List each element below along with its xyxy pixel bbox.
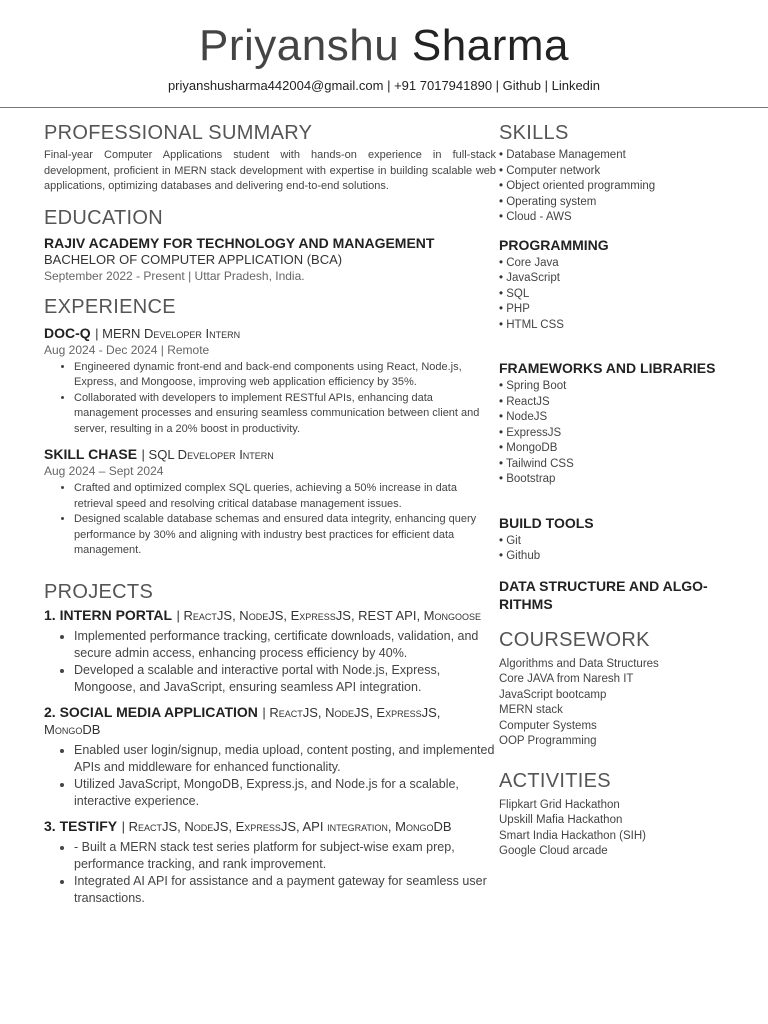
first-name: Priyanshu	[199, 21, 400, 70]
project-entry	[44, 607, 496, 696]
list-item: • JavaScript	[499, 271, 727, 287]
list-item: • SQL	[499, 287, 727, 303]
job-role: | MERN Developer Intern	[95, 325, 241, 341]
build-tools-list	[499, 534, 727, 565]
list-item: MERN stack	[499, 704, 563, 716]
list-item: • NodeJS	[499, 410, 727, 426]
list-item: • Utilized JavaScript, MongoDB, Express.js, and Node.js for a scalable, interactive experience.	[74, 776, 496, 810]
subsection-heading: FRAMEWORKS AND LIBRARIES	[499, 360, 716, 376]
section-heading: ACTIVITIES	[499, 769, 611, 792]
project-header	[44, 818, 496, 835]
project-header	[44, 704, 496, 738]
section-heading: COURSEWORK	[499, 628, 650, 651]
project-bullets	[44, 742, 496, 810]
company-name: SKILL CHASE	[44, 446, 138, 462]
separator: |	[383, 78, 395, 93]
header-divider	[0, 107, 768, 108]
build-tools-section	[499, 514, 727, 565]
list-item: • PHP	[499, 302, 727, 318]
job-header	[44, 445, 496, 464]
job-bullets	[44, 481, 496, 559]
job-date: Aug 2024 – Sept 2024	[44, 464, 164, 478]
project-title: 2. SOCIAL MEDIA APPLICATION	[44, 703, 258, 720]
list-item: • Developed a scalable and interactive portal with Node.js, Express, Mongoose, and JavaScript, ensuring seamless API integration.	[74, 662, 496, 696]
github-link[interactable]: Github	[502, 78, 541, 93]
frameworks-section	[499, 359, 727, 488]
job-date: Aug 2024 - Dec 2024 | Remote	[44, 342, 210, 357]
institution-name: RAJIV ACADEMY FOR TECHNOLOGY AND MANAGEMENT	[44, 234, 435, 251]
project-tech: | ReactJS, NodeJS, ExpressJS, API integration, MongoDB	[121, 818, 452, 834]
list-item: • ReactJS	[499, 395, 727, 411]
list-item: • Designed scalable database schemas and ensured data integrity, enhancing query performance by 30% and aligning with industry best practices for efficient data management.	[74, 512, 496, 559]
company-name: DOC-Q	[44, 324, 91, 341]
list-item: • Git	[499, 534, 727, 550]
list-item: • Database Management	[499, 148, 727, 164]
list-item: • Github	[499, 549, 727, 565]
programming-list	[499, 256, 727, 334]
list-item: • Enabled user login/signup, media upload, content posting, and implemented APIs and middleware for enhanced functionality.	[74, 742, 496, 776]
list-item: OOP Programming	[499, 735, 597, 747]
summary-text: Final-year Computer Applications student with hands-on experience in full-stack development, proficient in MERN stack development with expertise in building scalable web applications, optimizing databases and delivering end-to-end solutions.	[44, 149, 496, 192]
coursework-section	[499, 627, 727, 750]
heading-line: RITHMS	[499, 595, 553, 612]
job-header	[44, 324, 496, 343]
section-heading: PROFESSIONAL SUMMARY	[44, 122, 313, 144]
list-item: • Tailwind CSS	[499, 457, 727, 473]
subsection-heading	[499, 577, 727, 613]
project-tech: | ReactJS, NodeJS, ExpressJS, REST API, Mongoose	[176, 607, 482, 623]
list-item: Core JAVA from Naresh IT	[499, 673, 634, 685]
project-title: 3. TESTIFY	[44, 817, 118, 834]
activities-section	[499, 768, 727, 860]
list-item: • Engineered dynamic front-end and back-end components using React, Node.js, Express, and Mongoose, improving web application efficiency by 35%.	[74, 360, 496, 391]
project-tech: | ReactJS, NodeJS, ExpressJS, MongoDB	[44, 704, 441, 737]
frameworks-list	[499, 379, 727, 488]
main-column	[44, 120, 496, 907]
list-item: Flipkart Grid Hackathon	[499, 798, 620, 811]
project-title: 1. INTERN PORTAL	[44, 606, 173, 623]
subsection-heading: BUILD TOOLS	[499, 514, 594, 531]
list-item: Upskill Mafia Hackathon	[499, 814, 623, 826]
section-heading: EXPERIENCE	[44, 295, 176, 318]
coursework-list	[499, 657, 727, 750]
list-item: • HTML CSS	[499, 318, 727, 334]
last-name: Sharma	[411, 21, 569, 70]
separator: |	[492, 78, 503, 93]
linkedin-link[interactable]: Linkedin	[551, 78, 601, 93]
list-item: Google Cloud arcade	[499, 845, 608, 857]
dsa-section	[499, 577, 727, 613]
job-role: | SQL Developer Intern	[141, 447, 274, 462]
experience-section	[44, 294, 496, 559]
list-item: Computer Systems	[499, 719, 597, 732]
heading-line: DATA STRUCTURE AND ALGO-	[499, 577, 708, 594]
degree-name: BACHELOR OF COMPUTER APPLICATION (BCA)	[44, 251, 343, 267]
list-item: • MongoDB	[499, 441, 727, 457]
section-heading: SKILLS	[499, 122, 569, 144]
list-item: • Operating system	[499, 195, 727, 211]
email-link[interactable]: priyanshusharma442004@gmail.com	[167, 78, 384, 93]
project-bullets	[44, 839, 496, 907]
project-header	[44, 607, 496, 624]
activities-list	[499, 798, 727, 860]
list-item: • Spring Boot	[499, 379, 727, 395]
job-entry	[44, 445, 496, 559]
list-item: • Implemented performance tracking, certificate downloads, validation, and secure admin access, enhancing process efficiency by 40%.	[74, 628, 496, 662]
project-bullets	[44, 628, 496, 696]
list-item: • Integrated AI API for assistance and a payment gateway for seamless user transactions.	[74, 873, 496, 907]
list-item: Algorithms and Data Structures	[499, 657, 659, 670]
list-item: • Collaborated with developers to implement RESTful APIs, enhancing data management processes and ensuring seamless communication between client and server, resulting in a 20% boost in productivity.	[74, 391, 496, 438]
skills-section	[499, 120, 727, 226]
projects-section	[44, 579, 496, 907]
list-item: • Object oriented programming	[499, 179, 727, 195]
list-item: • ExpressJS	[499, 426, 727, 442]
subsection-heading: PROGRAMMING	[499, 236, 609, 253]
education-details: September 2022 - Present | Uttar Pradesh, India.	[44, 268, 305, 283]
list-item: JavaScript bootcamp	[499, 688, 607, 701]
candidate-name	[0, 18, 768, 74]
job-entry	[44, 324, 496, 438]
contact-line	[0, 78, 768, 93]
project-entry	[44, 704, 496, 810]
section-heading: PROJECTS	[44, 580, 154, 603]
job-bullets	[44, 360, 496, 438]
list-item: • Bootstrap	[499, 472, 727, 488]
list-item: • Core Java	[499, 256, 727, 272]
section-heading: EDUCATION	[44, 206, 163, 229]
education-section	[44, 205, 496, 284]
sidebar-column	[499, 120, 727, 860]
separator: |	[540, 78, 552, 93]
list-item: • Crafted and optimized complex SQL queries, achieving a 50% increase in data retrieval speed and resolving critical database management issues.	[74, 481, 496, 512]
list-item: • - Built a MERN stack test series platform for subject-wise exam prep, performance tracking, and rank improvement.	[74, 839, 496, 873]
list-item: Smart India Hackathon (SIH)	[499, 829, 647, 842]
list-item: • Computer network	[499, 164, 727, 180]
phone-number: +91 7017941890	[394, 78, 493, 93]
summary-section	[44, 120, 496, 195]
skills-list	[499, 148, 727, 226]
list-item: • Cloud - AWS	[499, 210, 727, 226]
project-entry	[44, 818, 496, 907]
programming-section	[499, 236, 727, 334]
resume-header	[0, 18, 768, 93]
